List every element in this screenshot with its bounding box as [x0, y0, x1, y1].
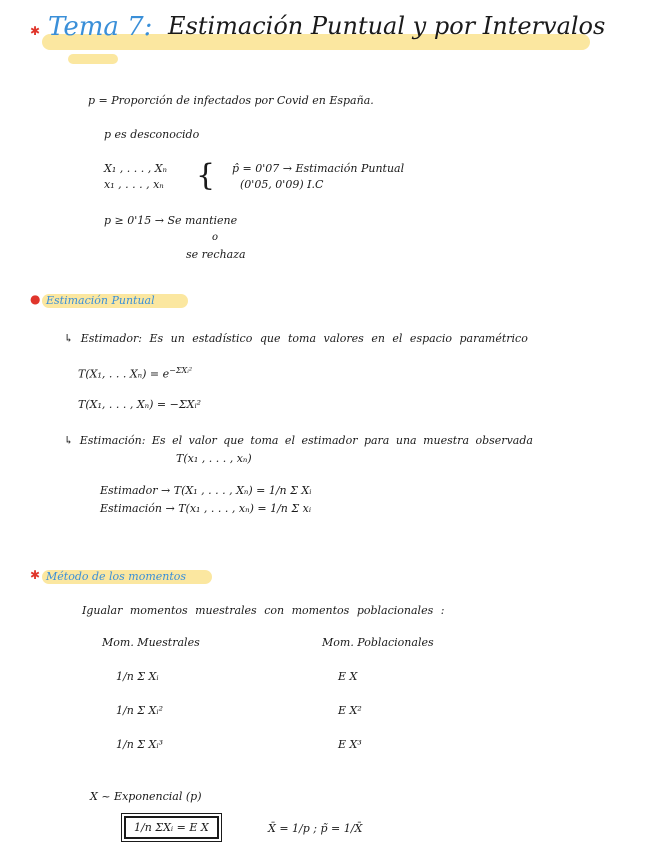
- section1-bullet-icon: ●: [30, 292, 41, 306]
- moment-row-3-right: E X³: [338, 738, 362, 751]
- brace: {: [196, 158, 216, 193]
- estimation-sample: T(x₁ , . . . , xₙ): [176, 452, 252, 465]
- hypothesis-test: p ≥ 0'15 → Se mantiene: [104, 214, 238, 227]
- section1-heading: Estimación Puntual: [46, 294, 155, 307]
- moment-row-1-right: E X: [338, 670, 358, 683]
- estimator-example-1-base: T(X₁, . . . Xₙ) = e: [78, 367, 170, 381]
- estimador-definition: ↳ Estimador: Es un estadístico que toma valores en el espacio paramétrico: [64, 332, 528, 345]
- confidence-interval: (0'05, 0'09) I.C: [240, 178, 324, 191]
- moment-row-2-left: 1/n Σ Xᵢ²: [116, 704, 164, 717]
- estimator-mean: Estimador → T(X₁ , . . . , Xₙ) = 1/n Σ Xᵢ: [100, 484, 312, 497]
- or-word: o: [212, 232, 219, 243]
- point-estimate: p̂ = 0'07 → Estimación Puntual: [232, 162, 405, 175]
- estimator-example-1: [78, 366, 192, 381]
- exponential-dist: X ~ Exponencial (p): [90, 790, 202, 803]
- sample-values: x₁ , . . . , xₙ: [104, 178, 164, 191]
- p-unknown: p es desconocido: [104, 128, 200, 141]
- boxed-equation: 1/n ΣXᵢ = E X: [124, 816, 219, 839]
- sample-variables: X₁ , . . . , Xₙ: [104, 162, 167, 175]
- estimation-mean: Estimación → T(x₁ , . . . , xₙ) = 1/n Σ xᵢ: [100, 502, 312, 515]
- tema-label: Tema 7:: [48, 12, 153, 42]
- title-highlight-dot: [68, 54, 118, 64]
- col-poblacionales: Mom. Poblacionales: [322, 636, 434, 649]
- p-definition: p = Proporción de infectados por Covid en España.: [88, 94, 374, 107]
- title-bullet-icon: ✱: [30, 24, 41, 38]
- page-title: Estimación Puntual y por Intervalos: [168, 12, 606, 40]
- estimacion-definition: ↳ Estimación: Es el valor que toma el estimador para una muestra observada: [64, 434, 533, 447]
- igualar-momentos: Igualar momentos muestrales con momentos poblacionales :: [82, 604, 445, 617]
- moment-row-1-left: 1/n Σ Xᵢ: [116, 670, 159, 683]
- moment-row-3-left: 1/n Σ Xᵢ³: [116, 738, 164, 751]
- estimator-example-1-exp: −ΣXᵢ²: [169, 366, 193, 375]
- rejected-text: se rechaza: [186, 248, 246, 261]
- section2-bullet-icon: ✱: [30, 568, 41, 582]
- col-muestrales: Mom. Muestrales: [102, 636, 200, 649]
- estimator-example-2: T(X₁, . . . , Xₙ) = −ΣXᵢ²: [78, 398, 202, 411]
- estimator-result: X̄ = 1/p ; p̃ = 1/X̄: [268, 822, 363, 835]
- section2-heading: Método de los momentos: [46, 570, 187, 583]
- moment-row-2-right: E X²: [338, 704, 362, 717]
